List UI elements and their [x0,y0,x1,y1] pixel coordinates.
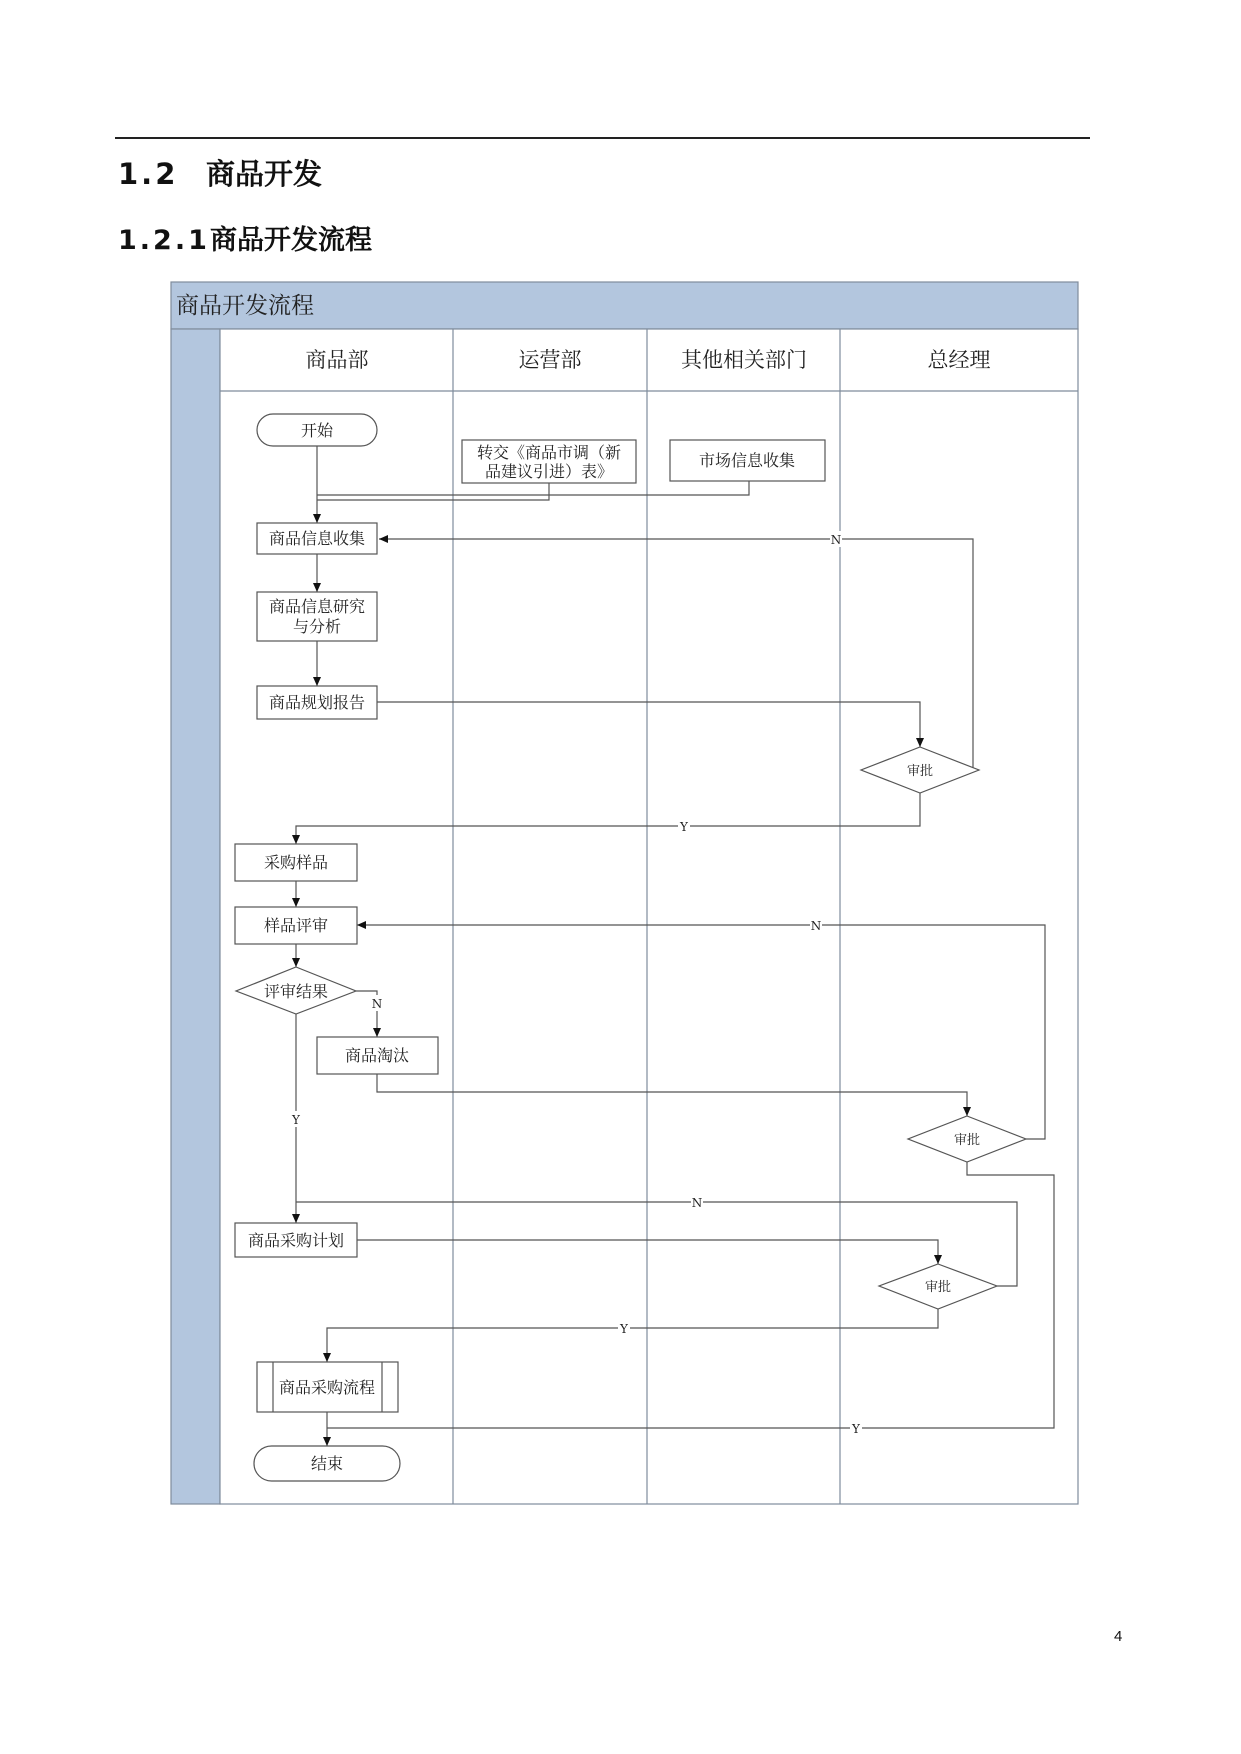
subsection-number: 1.2.1 [118,225,210,256]
node-transfer-label-1: 转交《商品市调（新 [476,443,622,462]
label-yes-result: Y [292,1113,300,1127]
node-market-collect-label: 市场信息收集 [698,451,796,470]
node-research-label-1: 商品信息研究 [268,597,366,616]
node-approve-2-label: 审批 [953,1133,981,1148]
label-no-3: N [691,1196,703,1210]
lane-header-gm: 总经理 [927,348,991,372]
label-no-2: N [810,919,822,933]
page-number: 4 [1114,1628,1123,1645]
node-approve-3-label: 审批 [924,1280,952,1295]
lane-header-product: 商品部 [305,348,369,372]
node-end-label: 结束 [310,1454,344,1473]
node-plan-report-label: 商品规划报告 [268,693,366,712]
label-no-1: N [830,533,842,547]
node-sample-review-label: 样品评审 [263,916,329,935]
node-approve-1-label: 审批 [906,764,934,779]
label-yes-3: Y [620,1322,628,1336]
label-no-result: N [371,997,383,1011]
node-buy-samples-label: 采购样品 [263,853,329,872]
node-transfer-label-2: 品建议引进）表》 [484,462,614,481]
node-info-collect-label: 商品信息收集 [268,529,366,548]
label-yes-2: Y [852,1422,860,1436]
diagram-title: 商品开发流程 [176,293,314,319]
node-eliminate-label: 商品淘汰 [344,1046,410,1065]
subsection-title: 商品开发流程 [210,225,372,256]
node-start-label: 开始 [300,421,334,440]
label-yes-1: Y [680,820,688,834]
lane-header-other: 其他相关部门 [681,348,807,372]
node-purchase-process-label: 商品采购流程 [278,1378,376,1397]
node-review-result-label: 评审结果 [263,982,329,1001]
node-research-label-2: 与分析 [292,617,342,636]
lane-header-operations: 运营部 [518,348,582,372]
node-purchase-plan-label: 商品采购计划 [247,1231,345,1250]
section-title: 商品开发 [206,157,323,191]
diagram-side-bar [171,329,220,1504]
section-number: 1.2 [118,157,179,191]
